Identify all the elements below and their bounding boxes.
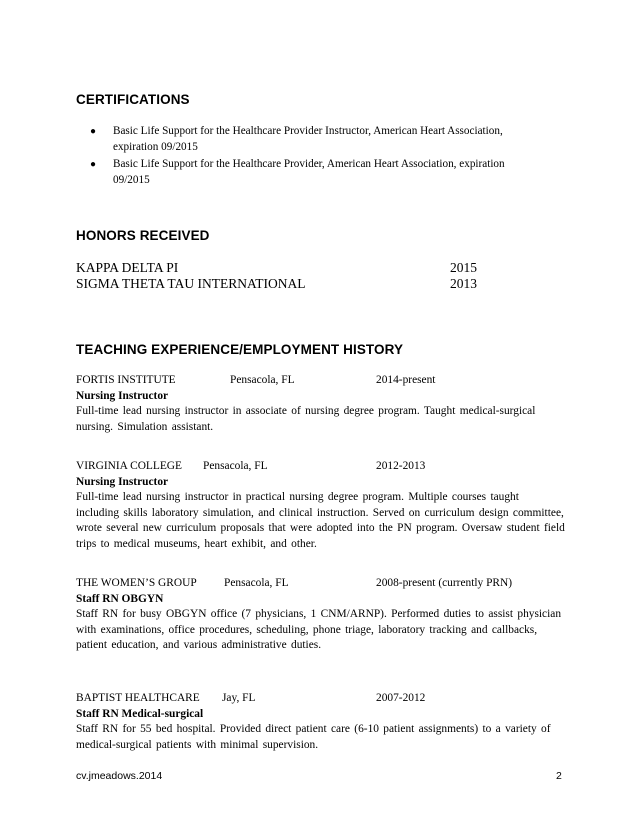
job-employer: THE WOMEN’S GROUP bbox=[76, 577, 197, 589]
certification-item bbox=[90, 157, 530, 188]
job-description: Full-time lead nursing instructor in associate of nursing degree program. Taught medical-surgical nursing. Simulation assistant. bbox=[76, 405, 536, 433]
job-dates: 2012-2013 bbox=[376, 460, 426, 472]
certifications-list bbox=[90, 124, 530, 190]
job-header bbox=[76, 576, 566, 592]
job-location: Pensacola, FL bbox=[230, 374, 295, 386]
job-header bbox=[76, 373, 566, 389]
honor-year: 2013 bbox=[450, 276, 477, 291]
job-description: Staff RN for 55 bed hospital. Provided direct patient care (6-10 patient assignments) to a variety of medical-surgical patients with minimal supervision. bbox=[76, 723, 551, 751]
job-location: Jay, FL bbox=[222, 692, 256, 704]
job-dates: 2008-present (currently PRN) bbox=[376, 577, 513, 589]
certification-text: Basic Life Support for the Healthcare Provider Instructor, American Heart Association, expiration 09/2015 bbox=[113, 125, 503, 153]
job-header bbox=[76, 691, 566, 707]
job-description: Staff RN for busy OBGYN office (7 physicians, 1 CNM/ARNP). Performed duties to assist physician with examinations, office procedures, scheduling, phone triage, laboratory tracking and callbacks, patient education, and various administrative duties. bbox=[76, 608, 562, 652]
job-dates: 2014-present bbox=[376, 374, 436, 386]
job-title: Staff RN Medical-surgical bbox=[76, 707, 204, 720]
certification-item bbox=[90, 124, 530, 155]
job-title: Staff RN OBGYN bbox=[76, 592, 164, 605]
job-location: Pensacola, FL bbox=[224, 577, 289, 589]
certifications-heading: CERTIFICATIONS bbox=[76, 92, 190, 107]
job-employer: BAPTIST HEALTHCARE bbox=[76, 692, 200, 704]
job-header bbox=[76, 459, 566, 475]
honors-heading: HONORS RECEIVED bbox=[76, 228, 210, 243]
honor-name: KAPPA DELTA PI bbox=[76, 260, 179, 275]
job-title: Nursing Instructor bbox=[76, 475, 169, 488]
job-entry-baptist-healthcare bbox=[76, 691, 566, 753]
honor-year: 2015 bbox=[450, 260, 477, 275]
bullet-icon: ● bbox=[90, 126, 97, 137]
job-title: Nursing Instructor bbox=[76, 389, 169, 402]
footer-page-number: 2 bbox=[556, 770, 562, 782]
job-description: Full-time lead nursing instructor in practical nursing degree program. Multiple courses taught including skills laboratory simulation, and clinical instruction. Served on curriculum design committee, wrote several new curriculum proposals that were adopted into the PN program. Oversaw student field trips to medical museums, heart exhibit, and other. bbox=[76, 491, 565, 550]
certification-text: Basic Life Support for the Healthcare Provider, American Heart Association, expiration 09/2015 bbox=[113, 158, 505, 186]
job-employer: FORTIS INSTITUTE bbox=[76, 374, 176, 386]
job-entry-fortis bbox=[76, 373, 566, 435]
bullet-icon: ● bbox=[90, 159, 97, 170]
job-employer: VIRGINIA COLLEGE bbox=[76, 460, 182, 472]
job-entry-womens-group bbox=[76, 576, 566, 654]
footer-document-id: cv.jmeadows.2014 bbox=[76, 770, 163, 782]
honor-name: SIGMA THETA TAU INTERNATIONAL bbox=[76, 276, 306, 291]
job-location: Pensacola, FL bbox=[203, 460, 268, 472]
job-entry-virginia-college bbox=[76, 459, 566, 553]
teaching-heading: TEACHING EXPERIENCE/EMPLOYMENT HISTORY bbox=[76, 342, 404, 357]
job-dates: 2007-2012 bbox=[376, 692, 426, 704]
